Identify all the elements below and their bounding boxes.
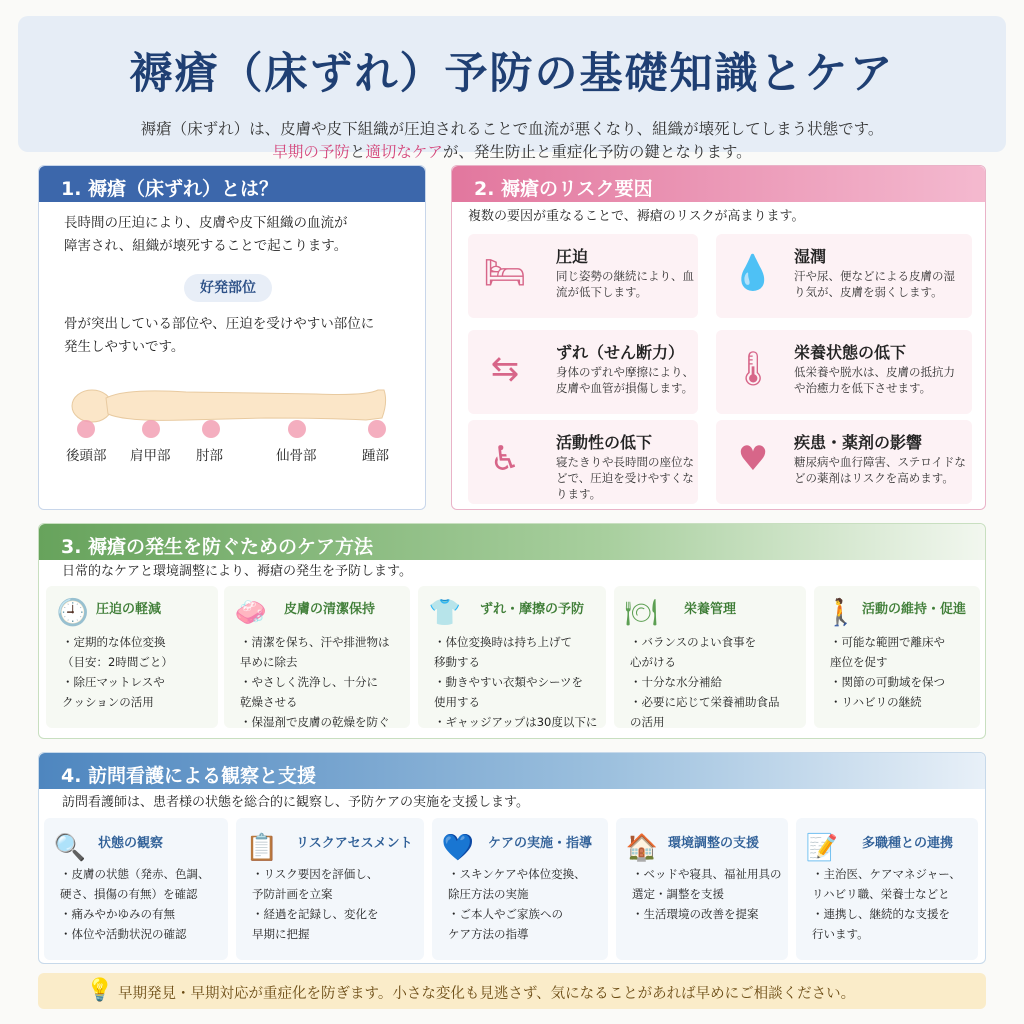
lying-body-illustration: [66, 378, 396, 438]
walking-icon: 🚶: [824, 598, 858, 628]
list-item: ケア方法の指導: [448, 927, 529, 941]
subtitle-line-1: 褥瘡（床ずれ）は、皮膚や皮下組織が圧迫されることで血流が悪くなり、組織が壊死してしまう状態です。: [140, 120, 884, 138]
marker-scapula: [142, 420, 160, 438]
support-title: 環境調整の支援: [668, 836, 760, 851]
list-item: ・リスク要因を評価し、: [252, 867, 379, 881]
risk-desc: 寝たきりや長時間の座位などで、圧迫を受けやすくなります。: [556, 455, 694, 501]
support-card-care-guidance: [432, 818, 608, 960]
list-item: 移動する: [434, 655, 480, 669]
care-card-friction-prevention: [418, 586, 606, 728]
risk-title: 疾患・薬剤の影響: [794, 433, 923, 452]
support-title: 状態の観察: [98, 836, 164, 851]
list-item: 座位を促す: [830, 655, 888, 669]
highlight-proper-care: 適切なケア: [365, 143, 443, 161]
risk-card-activity: [468, 420, 698, 504]
care-list: [62, 632, 218, 712]
highlight-early-prevention: 早期の予防: [272, 143, 350, 161]
care-list: [630, 632, 806, 732]
care-title: 皮膚の清潔保持: [284, 602, 376, 617]
risk-card-pressure: [468, 234, 698, 318]
page-title: 褥瘡（床ずれ）予防の基礎知識とケア: [129, 49, 895, 99]
common-sites-chip: 好発部位: [184, 274, 272, 302]
support-list: [252, 864, 424, 944]
care-title: 栄養管理: [684, 602, 737, 617]
wheelchair-icon: ♿: [489, 439, 521, 479]
care-list: [434, 632, 606, 732]
list-item: リハビリ職、栄養士などと: [812, 887, 950, 901]
marker-elbow: [202, 420, 220, 438]
footer-banner: [38, 973, 986, 1009]
marker-occiput: [77, 420, 95, 438]
support-list: [812, 864, 978, 944]
risk-card-shear: [468, 330, 698, 414]
lightbulb-icon: 💡: [86, 978, 114, 1003]
s1-text-2a: 骨が突出している部位や、圧迫を受けやすい部位に: [64, 316, 375, 332]
list-item: ・可能な範囲で離床や: [830, 635, 945, 649]
subtitle-connector: と: [349, 143, 366, 161]
list-item: 乾燥させる: [240, 695, 298, 709]
list-item: クッションの活用: [62, 695, 154, 709]
list-item: ・スキンケアや体位変換、: [448, 867, 586, 881]
risk-desc: 低栄養や脱水は、皮膚の抵抗力や治癒力を低下させます。: [794, 365, 955, 395]
list-item: 早期に把握: [252, 927, 310, 941]
s1-text-1b: 障害され、組織が壊死することで起こります。: [64, 238, 348, 254]
list-item: ・連携し、継続的な支援を: [812, 907, 950, 921]
support-card-environment: [616, 818, 788, 960]
list-item: ・除圧マットレスや: [62, 675, 165, 689]
care-list: [830, 632, 980, 712]
risk-desc: 身体のずれや摩擦により、皮膚や血管が損傷します。: [556, 365, 694, 395]
list-item: （目安：2時間ごと）: [62, 655, 173, 669]
list-item: ・主治医、ケアマネジャー、: [812, 867, 961, 881]
care-card-skin-cleanliness: [224, 586, 410, 728]
s1-text-2b: 発生しやすいです。: [64, 339, 185, 355]
list-item: ・生活環境の改善を提案: [632, 907, 759, 921]
list-item: ・保湿剤で皮膚の乾燥を防ぐ: [240, 715, 390, 729]
marker-sacrum: [288, 420, 306, 438]
subtitle-line-2: [18, 140, 1006, 162]
care-card-pressure-relief: [46, 586, 218, 728]
risk-title: 湿潤: [794, 247, 827, 266]
s1-text-1a: 長時間の圧迫により、皮膚や皮下組織の血流が: [64, 215, 348, 231]
list-item: 予防計画を立案: [252, 887, 333, 901]
shear-icon: ⇆: [490, 349, 520, 389]
list-item: 行います。: [812, 927, 869, 941]
list-item: ・十分な水分補給: [630, 675, 722, 689]
support-title: 多職種との連携: [862, 836, 954, 851]
list-item: ・関節の可動域を保つ: [830, 675, 945, 689]
care-card-activity: [814, 586, 980, 728]
drop-icon: 💧: [731, 253, 775, 293]
list-item: ・体位や活動状況の確認: [60, 927, 187, 941]
list-item: ・ベッドや寝具、福祉用具の: [632, 867, 782, 881]
support-title: ケアの実施・指導: [488, 836, 593, 851]
list-item: ・体位変換時は持ち上げて: [434, 635, 572, 649]
magnifier-icon: 🔍: [53, 833, 87, 863]
section-1-heading: 1. 褥瘡（床ずれ）とは？: [39, 166, 425, 202]
header-banner: [18, 16, 1006, 161]
support-card-risk-assessment: [236, 818, 424, 960]
list-item: ・経過を記録し、変化を: [252, 907, 379, 921]
meal-icon: 🍽: [624, 598, 658, 628]
list-item: ・ギャッジアップは30度以下に: [434, 715, 598, 729]
subtitle-rest: が、発生防止と重症化予防の鍵となります。: [442, 143, 752, 161]
risk-desc: 同じ姿勢の継続により、血流が低下します。: [556, 269, 694, 299]
list-item: 選定・調整を支援: [632, 887, 724, 901]
heart-icon: ♥: [737, 439, 769, 479]
list-item: の活用: [630, 715, 665, 729]
care-title: 活動の維持・促進: [862, 602, 967, 617]
care-title: ずれ・摩擦の予防: [480, 602, 585, 617]
support-card-observation: [44, 818, 228, 960]
care-list: [240, 632, 410, 732]
heart-hand-icon: 💙: [441, 833, 475, 863]
list-item: 心がける: [630, 655, 676, 669]
list-item: ・ご本人やご家族への: [448, 907, 563, 921]
shirt-icon: 👕: [428, 598, 462, 628]
s4-lead: 訪問看護師は、患者様の状態を総合的に観察し、予防ケアの実施を支援します。: [62, 795, 529, 810]
list-item: 除圧方法の実施: [448, 887, 529, 901]
s2-lead: 複数の要因が重なることで、褥瘡のリスクが高まります。: [468, 209, 805, 224]
support-list: [60, 864, 228, 944]
list-item: ・必要に応じて栄養補助食品: [630, 695, 780, 709]
part-label: 肩甲部: [130, 448, 171, 464]
list-item: ・リハビリの継続: [830, 695, 922, 709]
clock-icon: 🕘: [56, 598, 90, 628]
thermometer-icon: 🌡: [731, 349, 775, 389]
checklist-icon: 📝: [805, 833, 839, 863]
hand-wash-icon: 🧼: [234, 598, 268, 628]
bed-icon: 🛏: [483, 253, 527, 293]
support-title: リスクアセスメント: [296, 836, 413, 851]
section-4-heading: 4. 訪問看護による観察と支援: [39, 753, 985, 789]
list-item: ・やさしく洗浄し、十分に: [240, 675, 378, 689]
support-list: [632, 864, 788, 924]
clipboard-icon: 📋: [245, 833, 279, 863]
list-item: 早めに除去: [240, 655, 298, 669]
list-item: ・バランスのよい食事を: [630, 635, 757, 649]
care-title: 圧迫の軽減: [96, 602, 162, 617]
risk-title: 活動性の低下: [556, 433, 653, 452]
list-item: 硬さ、損傷の有無）を確認: [60, 887, 198, 901]
house-icon: 🏠: [625, 833, 659, 863]
list-item: ・痛みやかゆみの有無: [60, 907, 175, 921]
part-label: 踵部: [362, 448, 389, 464]
risk-card-nutrition: [716, 330, 972, 414]
list-item: ・定期的な体位変換: [62, 635, 166, 649]
list-item: ・皮膚の状態（発赤、色調、: [60, 867, 210, 881]
risk-title: ずれ（せん断力）: [556, 343, 685, 362]
part-label: 後頭部: [66, 448, 107, 464]
marker-heel: [368, 420, 386, 438]
list-item: 使用する: [434, 695, 480, 709]
section-2-heading: 2. 褥瘡のリスク要因: [452, 166, 985, 202]
risk-card-moisture: [716, 234, 972, 318]
risk-desc: 糖尿病や血行障害、ステロイドなどの薬剤はリスクを高めます。: [794, 455, 966, 485]
part-label: 肘部: [196, 448, 223, 464]
footer-text: 早期発見・早期対応が重症化を防ぎます。小さな変化も見逃さず、気になることがあれば早めにご相談ください。: [118, 986, 856, 1002]
risk-title: 圧迫: [556, 247, 589, 266]
list-item: ・清潔を保ち、汗や排泄物は: [240, 635, 390, 649]
support-list: [448, 864, 608, 944]
risk-card-disease: [716, 420, 972, 504]
risk-title: 栄養状態の低下: [794, 343, 907, 362]
care-card-nutrition: [614, 586, 806, 728]
risk-desc: 汗や尿、便などによる皮膚の湿り気が、皮膚を弱くします。: [794, 269, 955, 299]
list-item: ・動きやすい衣類やシーツを: [434, 675, 584, 689]
s3-lead: 日常的なケアと環境調整により、褥瘡の発生を予防します。: [62, 564, 412, 579]
support-card-collaboration: [796, 818, 978, 960]
part-label: 仙骨部: [276, 448, 317, 464]
section-3-heading: 3. 褥瘡の発生を防ぐためのケア方法: [39, 524, 985, 560]
